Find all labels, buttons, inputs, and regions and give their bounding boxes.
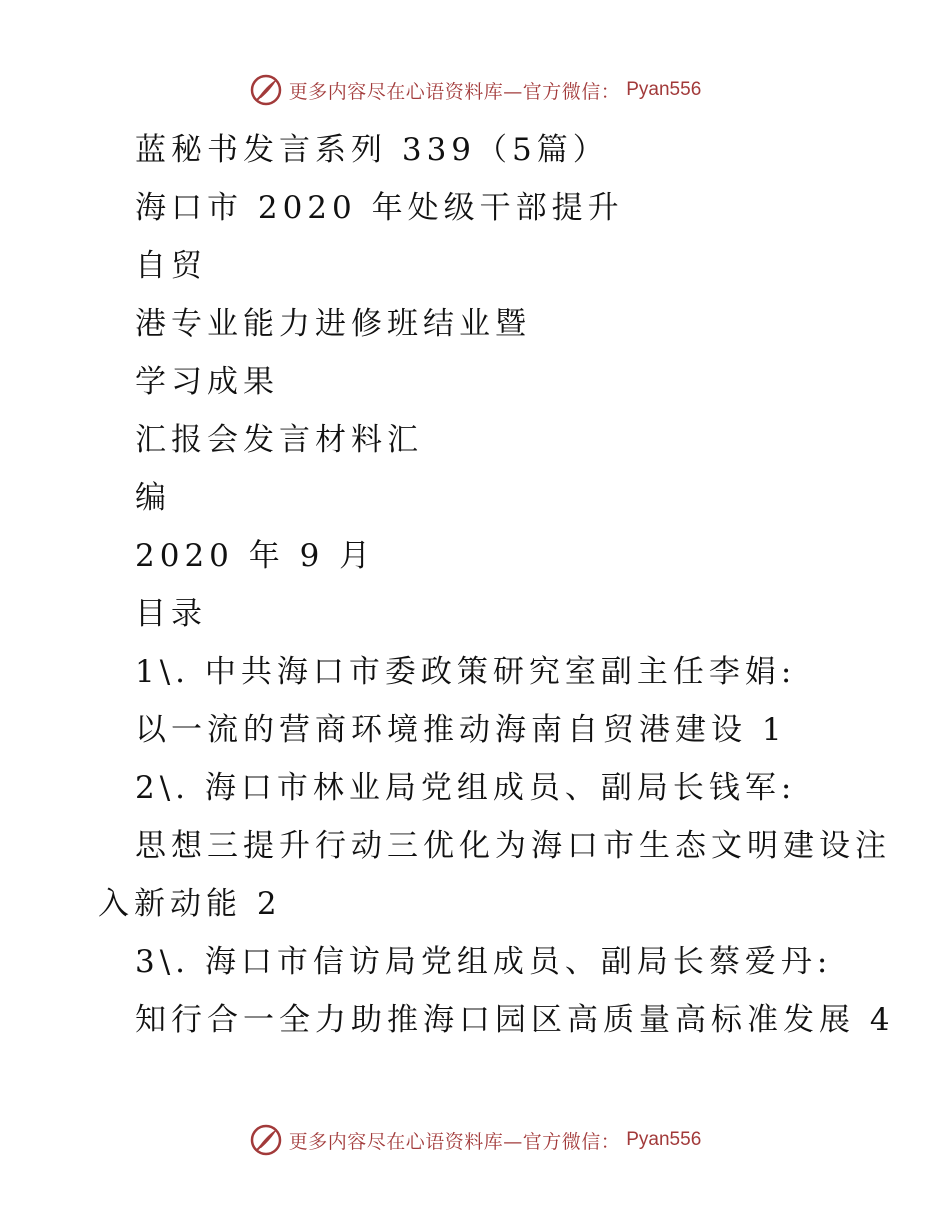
doc-date: 2020 年 9 月	[135, 538, 376, 574]
toc-item-2-title: 思想三提升行动三优化为海口市生态文明建设注	[135, 828, 891, 864]
watermark-text: 更多内容尽在心语资料库—官方微信：	[288, 1130, 621, 1153]
toc-item-2-title-cont: 入新动能 2	[98, 886, 282, 922]
toc-heading: 目录	[135, 596, 207, 632]
doc-title: 蓝秘书发言系列 339（5篇）	[135, 132, 609, 168]
header-watermark-banner	[0, 70, 950, 110]
doc-subtitle-line-6: 编	[135, 480, 171, 516]
quill-pen-logo-icon	[249, 1123, 283, 1157]
toc-item-2-author: 2\. 海口市林业局党组成员、副局长钱军:	[135, 770, 797, 806]
watermark-text: 更多内容尽在心语资料库—官方微信：	[288, 80, 621, 103]
watermark-wechat-id: Pyan556	[626, 1129, 702, 1150]
doc-subtitle-line-2: 自贸	[135, 248, 207, 284]
quill-pen-logo-icon	[249, 73, 283, 107]
doc-subtitle-line-3: 港专业能力进修班结业暨	[135, 306, 531, 342]
watermark-wechat-id: Pyan556	[626, 79, 702, 100]
doc-subtitle-line-4: 学习成果	[135, 364, 279, 400]
toc-item-1-title: 以一流的营商环境推动海南自贸港建设 1	[135, 712, 787, 748]
doc-subtitle-line-1: 海口市 2020 年处级干部提升	[135, 190, 624, 226]
footer-watermark-banner	[0, 1120, 950, 1160]
toc-item-3-author: 3\. 海口市信访局党组成员、副局长蔡爱丹:	[135, 944, 833, 980]
doc-subtitle-line-5: 汇报会发言材料汇	[135, 422, 423, 458]
toc-item-3-title: 知行合一全力助推海口园区高质量高标准发展 4	[135, 1002, 895, 1038]
toc-item-1-author: 1\. 中共海口市委政策研究室副主任李娟:	[135, 654, 797, 690]
